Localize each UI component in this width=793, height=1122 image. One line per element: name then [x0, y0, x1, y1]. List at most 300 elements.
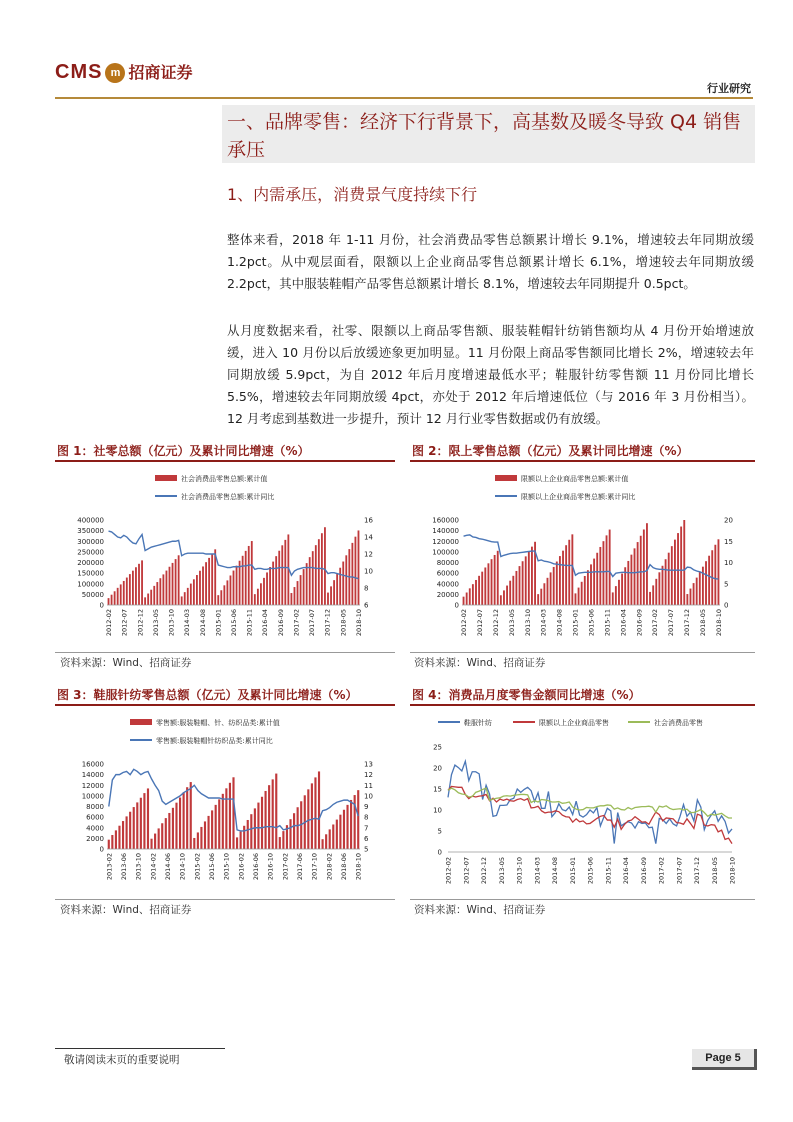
bar-41	[233, 571, 235, 605]
bar-27	[190, 584, 192, 605]
bar-14	[506, 586, 508, 605]
bar-66	[343, 810, 345, 849]
bar-7	[484, 567, 486, 605]
y-left-tick-3: 150000	[77, 569, 104, 578]
bar-19	[175, 803, 177, 849]
y-left-tick-4: 8000	[86, 803, 104, 811]
bar-34	[211, 554, 213, 605]
x-tick-9: 2015-11	[245, 609, 254, 637]
x-tick-5: 2014-10	[178, 853, 187, 881]
series-line-0	[448, 761, 732, 843]
figure-2-source: 资料来源：Wind、招商证券	[414, 657, 546, 669]
bar-17	[159, 578, 161, 605]
bar-4	[475, 580, 477, 605]
bar-36	[575, 593, 577, 605]
x-tick-2: 2012-12	[491, 609, 500, 637]
bar-56	[637, 542, 639, 605]
figure-4-title: 图 4：消费品月度零售金额同比增速（%）	[412, 688, 641, 702]
bar-22	[186, 787, 188, 849]
bar-9	[491, 559, 493, 605]
bar-67	[671, 546, 673, 605]
bar-60	[649, 592, 651, 605]
x-tick-8: 2015-10	[222, 853, 231, 881]
bar-61	[325, 834, 327, 849]
bar-75	[336, 574, 338, 605]
bar-8	[136, 802, 138, 849]
bar-60	[291, 593, 293, 605]
y-right-tick-2: 7	[364, 824, 369, 833]
bar-1	[111, 595, 113, 605]
y-right-tick-0: 0	[724, 601, 729, 610]
bar-58	[643, 529, 645, 605]
bar-18	[519, 566, 521, 605]
bar-46	[248, 546, 250, 605]
x-tick-5: 2014-03	[539, 609, 548, 637]
bar-54	[630, 555, 632, 605]
bar-69	[318, 539, 320, 605]
bar-13	[503, 590, 505, 605]
y-right-tick-3: 8	[364, 813, 369, 822]
bar-45	[245, 551, 247, 605]
bar-81	[714, 545, 716, 605]
bar-77	[342, 562, 344, 605]
legend-label-1: 社会消费品零售总额:累计同比	[181, 493, 275, 501]
x-tick-9: 2015-11	[603, 609, 612, 637]
x-tick-3: 2013-05	[497, 857, 506, 885]
x-tick-3: 2013-05	[151, 609, 160, 637]
x-tick-9: 2016-02	[237, 853, 246, 881]
legend-label-1: 零售额:服装鞋帽针纺织品类:累计同比	[156, 737, 273, 745]
bar-78	[345, 555, 347, 605]
logo-latin: CMS	[55, 61, 103, 83]
bar-61	[294, 587, 296, 605]
bar-62	[655, 579, 657, 605]
x-tick-15: 2018-05	[699, 609, 708, 637]
legend-swatch-0	[155, 475, 177, 481]
figure-3-chart	[55, 709, 395, 899]
bar-62	[297, 581, 299, 605]
y-left-tick-7: 350000	[77, 527, 104, 536]
x-tick-6: 2014-08	[555, 609, 564, 637]
bar-17	[515, 571, 517, 605]
bar-45	[603, 541, 605, 605]
bar-16	[156, 582, 158, 605]
bar-22	[531, 547, 533, 605]
x-tick-1: 2012-07	[462, 857, 471, 885]
bar-33	[225, 788, 227, 849]
bar-22	[175, 559, 177, 605]
bar-56	[278, 551, 280, 605]
bar-55	[275, 556, 277, 605]
x-tick-7: 2015-06	[207, 853, 216, 881]
y-right-tick-4: 9	[364, 803, 369, 811]
x-tick-13: 2017-07	[675, 857, 684, 885]
bar-75	[696, 578, 698, 605]
x-tick-16: 2018-10	[728, 857, 737, 885]
bar-0	[463, 597, 465, 605]
y-right-tick-0: 6	[364, 601, 369, 610]
x-tick-15: 2018-02	[325, 853, 334, 881]
bar-2	[469, 588, 471, 605]
x-tick-7: 2015-01	[214, 609, 223, 637]
bar-38	[243, 826, 245, 849]
x-tick-8: 2015-06	[230, 609, 238, 637]
y-left-tick-6: 12000	[81, 781, 104, 790]
bar-48	[279, 837, 281, 849]
bar-11	[497, 551, 499, 605]
bar-38	[581, 582, 583, 605]
bar-39	[584, 576, 586, 605]
bar-30	[215, 805, 217, 849]
y-tick-1: 5	[437, 827, 442, 836]
footer-note: 敬请阅读末页的重要说明	[64, 1054, 180, 1066]
bar-45	[268, 785, 270, 849]
bar-61	[652, 585, 654, 605]
y-right-tick-3: 15	[724, 537, 733, 546]
y-right-tick-1: 5	[724, 580, 729, 589]
legend-label-2: 社会消费品零售	[654, 719, 703, 727]
bar-74	[693, 583, 695, 605]
y-right-tick-1: 6	[364, 834, 369, 843]
x-tick-0: 2012-02	[105, 609, 114, 637]
bar-0	[108, 598, 110, 605]
y-left-tick-5: 10000	[81, 792, 104, 801]
y-left-tick-8: 400000	[77, 516, 104, 525]
bar-32	[222, 794, 224, 849]
bar-49	[615, 586, 617, 605]
y-left-tick-7: 14000	[81, 771, 104, 780]
bar-18	[172, 808, 174, 849]
y-right-tick-6: 11	[364, 781, 373, 790]
bar-6	[481, 572, 483, 605]
bar-57	[281, 545, 283, 605]
x-tick-2: 2012-12	[136, 609, 145, 637]
bar-51	[621, 574, 623, 605]
bar-71	[683, 520, 685, 605]
y-left-tick-6: 120000	[432, 537, 459, 546]
figure-4-chart	[410, 709, 755, 899]
bar-6	[129, 812, 131, 849]
bar-40	[230, 575, 232, 605]
legend-label-1: 限额以上企业商品零售总额:累计同比	[521, 493, 636, 501]
y-right-tick-5: 10	[364, 792, 373, 801]
y-right-tick-0: 5	[364, 845, 369, 854]
bar-51	[289, 819, 291, 849]
y-left-tick-1: 2000	[86, 834, 104, 843]
section-title: 一、品牌零售：经济下行背景下，高基数及暖冬导致 Q4 销售承压	[227, 111, 742, 161]
x-tick-14: 2017-10	[310, 853, 319, 881]
bar-9	[135, 567, 137, 605]
figure-1-rule	[55, 460, 395, 462]
y-left-tick-6: 300000	[77, 537, 104, 546]
bar-66	[668, 553, 670, 605]
bar-31	[202, 566, 204, 605]
bar-40	[250, 814, 252, 849]
x-tick-0: 2012-02	[460, 609, 469, 637]
bar-13	[154, 834, 156, 849]
bar-27	[547, 578, 549, 605]
bar-76	[699, 572, 701, 605]
bar-81	[355, 537, 357, 605]
bar-26	[187, 588, 189, 605]
legend-label-0: 社会消费品零售总额:累计值	[181, 475, 268, 483]
bar-52	[266, 572, 268, 605]
bar-39	[226, 580, 228, 605]
bar-48	[612, 592, 614, 605]
legend-label-0: 鞋服针纺	[464, 719, 492, 727]
figure-3-source: 资料来源：Wind、招商证券	[60, 904, 192, 916]
bar-30	[199, 571, 201, 605]
series-line-1	[448, 786, 732, 843]
y-left-tick-7: 140000	[432, 527, 459, 536]
bar-72	[686, 594, 688, 605]
bar-59	[318, 771, 320, 849]
bar-7	[133, 807, 135, 849]
x-tick-6: 2014-08	[551, 857, 559, 885]
bar-7	[129, 574, 131, 605]
x-tick-0: 2012-02	[444, 857, 453, 885]
bar-12	[150, 839, 152, 849]
logo-chinese: 招商证券	[128, 65, 193, 82]
bar-64	[336, 820, 338, 849]
bar-18	[162, 574, 164, 605]
x-tick-15: 2018-05	[339, 609, 348, 637]
y-tick-0: 0	[437, 848, 442, 857]
bar-31	[559, 556, 561, 605]
bar-82	[718, 539, 720, 605]
figure-1-title: 图 1：社零总额（亿元）及累计同比增速（%）	[57, 444, 310, 458]
y-right-tick-2: 10	[364, 567, 373, 576]
x-tick-7: 2015-01	[571, 609, 580, 637]
x-tick-3: 2014-02	[149, 853, 158, 881]
bar-58	[314, 777, 316, 849]
bar-32	[562, 551, 564, 605]
x-tick-4: 2013-10	[167, 609, 176, 637]
bar-24	[181, 596, 183, 605]
bar-28	[207, 816, 209, 849]
bar-13	[147, 594, 149, 605]
x-tick-12: 2017-02	[292, 609, 301, 637]
y-left-tick-5: 100000	[432, 548, 459, 557]
y-tick-4: 20	[433, 764, 442, 773]
x-tick-14: 2017-12	[323, 609, 332, 637]
figure-4-rule	[410, 704, 755, 706]
bar-65	[665, 559, 667, 605]
bar-20	[179, 798, 181, 849]
figure-3-bottom-rule	[55, 899, 395, 900]
report-category: 行业研究	[707, 82, 751, 95]
x-tick-1: 2012-07	[120, 609, 129, 637]
x-tick-14: 2017-12	[683, 609, 692, 637]
y-tick-2: 10	[433, 806, 442, 815]
company-logo	[55, 60, 192, 84]
bar-20	[169, 567, 171, 605]
bar-10	[494, 555, 496, 605]
bar-62	[329, 829, 331, 849]
x-tick-11: 2016-10	[266, 853, 275, 881]
bar-2	[115, 830, 117, 849]
y-right-tick-8: 13	[364, 760, 373, 769]
y-tick-3: 15	[433, 785, 442, 794]
bar-3	[472, 584, 474, 605]
bar-33	[208, 558, 210, 605]
y-right-tick-1: 8	[364, 584, 369, 593]
y-left-tick-3: 6000	[86, 813, 104, 822]
y-left-tick-4: 200000	[77, 559, 104, 567]
bar-37	[220, 590, 222, 605]
bar-15	[153, 586, 155, 605]
x-tick-10: 2016-04	[261, 609, 270, 637]
bar-17	[168, 813, 170, 849]
x-tick-0: 2013-02	[105, 853, 114, 881]
x-tick-6: 2015-02	[193, 853, 202, 881]
bar-25	[197, 832, 199, 849]
bar-5	[126, 816, 128, 849]
x-tick-13: 2017-07	[308, 609, 317, 637]
x-tick-4: 2013-10	[523, 609, 532, 637]
bar-73	[690, 589, 692, 605]
y-left-tick-2: 40000	[436, 580, 459, 589]
bar-48	[254, 594, 256, 605]
x-tick-13: 2017-07	[667, 609, 676, 637]
bar-69	[677, 533, 679, 605]
x-tick-10: 2016-04	[619, 609, 628, 637]
bar-35	[232, 777, 234, 849]
bar-63	[332, 824, 334, 849]
bar-4	[122, 821, 124, 849]
x-tick-8: 2015-06	[587, 609, 596, 637]
bar-14	[150, 590, 152, 605]
bar-2	[114, 591, 116, 605]
logo-badge-icon: m	[105, 63, 125, 83]
legend-swatch-0	[495, 475, 517, 481]
bar-50	[260, 583, 262, 605]
x-tick-15: 2018-05	[710, 857, 719, 885]
page-number: Page 5	[692, 1049, 757, 1070]
bar-42	[236, 566, 238, 605]
bar-46	[272, 779, 274, 849]
bar-31	[218, 799, 220, 849]
bar-28	[193, 579, 195, 605]
bar-44	[242, 556, 244, 605]
bar-29	[553, 567, 555, 605]
bar-78	[705, 561, 707, 605]
bar-32	[205, 562, 207, 605]
bar-41	[590, 564, 592, 605]
bar-29	[196, 575, 198, 605]
bar-26	[543, 583, 545, 605]
bar-25	[540, 589, 542, 605]
figure-1-bottom-rule	[55, 652, 395, 653]
x-tick-4: 2014-06	[163, 853, 172, 881]
x-tick-11: 2016-09	[276, 609, 285, 637]
bar-23	[190, 782, 192, 849]
bar-46	[606, 535, 608, 605]
bar-43	[261, 797, 263, 849]
paragraph-1: 整体来看，2018 年 1-11 月份，社会消费品零售总额累计增长 9.1%，增速较去年同期放缓 1.2pct。从中观层面看，限额以上企业商品零售总额累计增长 6.1%，增速较去年同期放缓 2.2pct，其中服装鞋帽产品零售总额累计增长 8.1%，增速较去年同期提升 0.5pct。	[227, 232, 754, 291]
bar-21	[172, 563, 174, 605]
bar-70	[357, 790, 359, 849]
figure-1-chart	[55, 465, 395, 650]
x-tick-16: 2018-06	[340, 853, 349, 881]
figure-4-source: 资料来源：Wind、招商证券	[414, 904, 546, 916]
bar-67	[346, 805, 348, 849]
bar-11	[141, 560, 143, 605]
x-tick-11: 2016-09	[639, 857, 648, 885]
figure-3-title: 图 3：鞋服针纺零售总额（亿元）及累计同比增速（%）	[57, 688, 358, 702]
bar-80	[351, 543, 353, 605]
bar-38	[223, 585, 225, 605]
figure-2-chart	[410, 465, 755, 650]
bar-1	[466, 593, 468, 606]
y-right-tick-2: 10	[724, 559, 733, 567]
bar-4	[120, 584, 122, 605]
bar-63	[300, 575, 302, 605]
bar-49	[282, 831, 284, 849]
bar-59	[646, 523, 648, 605]
figure-3-rule	[55, 704, 395, 706]
bar-56	[307, 789, 309, 849]
x-tick-13: 2017-06	[296, 853, 305, 881]
y-left-tick-2: 100000	[77, 580, 104, 589]
bar-60	[322, 839, 324, 849]
bar-70	[680, 527, 682, 605]
bar-53	[627, 561, 629, 605]
bar-42	[593, 559, 595, 605]
y-left-tick-8: 16000	[81, 760, 104, 769]
x-tick-12: 2017-02	[651, 609, 660, 637]
bar-23	[178, 555, 180, 605]
x-tick-4: 2013-10	[515, 857, 524, 885]
bar-19	[166, 571, 168, 605]
bar-16	[512, 576, 514, 605]
bar-63	[658, 572, 660, 605]
y-right-tick-5: 16	[364, 516, 373, 525]
y-right-tick-4: 14	[364, 533, 373, 542]
bar-79	[708, 556, 710, 605]
figure-2-rule	[410, 460, 755, 462]
y-left-tick-0: 0	[454, 601, 459, 610]
bar-34	[229, 783, 231, 849]
bar-58	[284, 540, 286, 605]
x-tick-8: 2015-06	[586, 857, 595, 885]
y-left-tick-0: 0	[99, 845, 104, 854]
footer-rule	[55, 1048, 225, 1049]
bar-24	[193, 838, 195, 849]
bar-20	[525, 556, 527, 605]
bar-5	[123, 581, 125, 605]
x-tick-16: 2018-10	[354, 609, 363, 637]
bar-11	[147, 788, 149, 849]
x-tick-12: 2017-02	[657, 857, 666, 885]
x-tick-5: 2014-03	[533, 857, 542, 885]
y-left-tick-1: 50000	[81, 590, 104, 599]
bar-47	[251, 541, 253, 605]
header-divider	[55, 97, 753, 99]
bar-10	[138, 564, 140, 605]
legend-label-0: 零售额:服装鞋帽、针、纺织品类:累计值	[156, 719, 280, 727]
x-tick-1: 2012-07	[475, 609, 484, 637]
bar-57	[311, 783, 313, 849]
bar-24	[537, 594, 539, 605]
bar-72	[327, 593, 329, 605]
bar-64	[303, 569, 305, 605]
bar-65	[339, 815, 341, 849]
y-right-tick-3: 12	[364, 550, 373, 559]
bar-53	[269, 567, 271, 605]
x-tick-16: 2018-10	[714, 609, 723, 637]
bar-3	[118, 826, 120, 849]
